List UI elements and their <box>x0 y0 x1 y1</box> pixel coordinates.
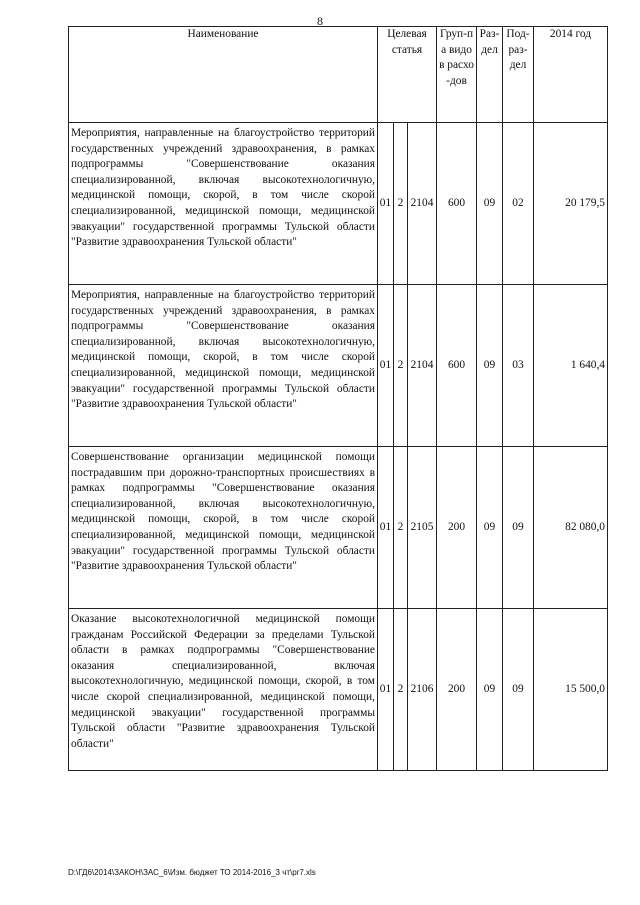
row-article-subprogram: 2 <box>394 447 408 609</box>
budget-table <box>68 26 608 771</box>
header-section-label: Раз-дел <box>479 28 500 56</box>
table-header-row <box>69 27 608 123</box>
table-row <box>69 447 608 609</box>
row-article-direction: 2104 <box>408 285 437 447</box>
page-number: 8 <box>317 14 323 28</box>
header-expense-group <box>437 27 477 123</box>
row-article-program: 01 <box>378 609 394 771</box>
row-amount: 82 080,0 <box>534 447 608 609</box>
table-row <box>69 285 608 447</box>
row-article-direction: 2106 <box>408 609 437 771</box>
row-amount: 1 640,4 <box>534 285 608 447</box>
row-subsection: 09 <box>503 609 534 771</box>
header-subsection <box>503 27 534 123</box>
header-target-article <box>378 27 437 123</box>
header-year: 2014 год <box>534 27 608 123</box>
row-expense-group: 200 <box>437 447 477 609</box>
row-expense-group: 600 <box>437 123 477 285</box>
row-article-subprogram: 2 <box>394 285 408 447</box>
row-expense-group: 200 <box>437 609 477 771</box>
header-subsection-label: Под-раз-дел <box>506 28 530 72</box>
header-target-article-label: Целевая статья <box>387 28 427 56</box>
row-amount: 20 179,5 <box>534 123 608 285</box>
row-article-program: 01 <box>378 447 394 609</box>
row-name: Оказание высокотехнологичной медицинской помощи гражданам Российской Федерации за пределами Тульской области в рамках подпрограммы "Совершенствование оказания специализированной, включая высокотехнологичную, медицинской помощи, скорой, в том числе скорой специализированной, медицинской помощи, медицинской эвакуации" государственной программы Тульской области "Развитие здравоохранения Тульской области" <box>69 609 378 771</box>
row-article-program: 01 <box>378 123 394 285</box>
file-path-footer: D:\ГД6\2014\ЗАКОН\ЗАС_6\Изм. бюджет ТО 2014-2016_3 чт\pr7.xls <box>68 868 316 877</box>
row-section: 09 <box>477 123 503 285</box>
row-expense-group: 600 <box>437 285 477 447</box>
row-article-direction: 2105 <box>408 447 437 609</box>
header-expense-group-label: Груп-па видов расхо-дов <box>439 28 474 87</box>
row-section: 09 <box>477 285 503 447</box>
row-article-subprogram: 2 <box>394 609 408 771</box>
table-row <box>69 609 608 771</box>
row-subsection: 02 <box>503 123 534 285</box>
row-article-program: 01 <box>378 285 394 447</box>
table-row <box>69 123 608 285</box>
header-name: Наименование <box>69 27 378 123</box>
row-subsection: 03 <box>503 285 534 447</box>
row-subsection: 09 <box>503 447 534 609</box>
row-section: 09 <box>477 609 503 771</box>
header-section <box>477 27 503 123</box>
row-name: Мероприятия, направленные на благоустройство территорий государственных учреждений здравоохранения, в рамках подпрограммы "Совершенствование оказания специализированной, включая высокотехнологичную, медицинской помощи, скорой, в том числе скорой специализированной, медицинской помощи, медицинской эвакуации" государственной программы Тульской области "Развитие здравоохранения Тульской области" <box>69 285 378 447</box>
row-section: 09 <box>477 447 503 609</box>
row-amount: 15 500,0 <box>534 609 608 771</box>
row-article-direction: 2104 <box>408 123 437 285</box>
row-name: Совершенствование организации медицинской помощи пострадавшим при дорожно-транспортных происшествиях в рамках подпрограммы "Совершенствование оказания специализированной, включая высокотехнологичную, медицинской помощи, скорой, в том числе скорой специализированной, медицинской помощи, медицинской эвакуации" государственной программы Тульской области "Развитие здравоохранения Тульской области" <box>69 447 378 609</box>
row-name: Мероприятия, направленные на благоустройство территорий государственных учреждений здравоохранения, в рамках подпрограммы "Совершенствование оказания специализированной, включая высокотехнологичную, медицинской помощи, скорой, в том числе скорой специализированной, медицинской помощи, медицинской эвакуации" государственной программы Тульской области "Развитие здравоохранения Тульской области" <box>69 123 378 285</box>
row-article-subprogram: 2 <box>394 123 408 285</box>
